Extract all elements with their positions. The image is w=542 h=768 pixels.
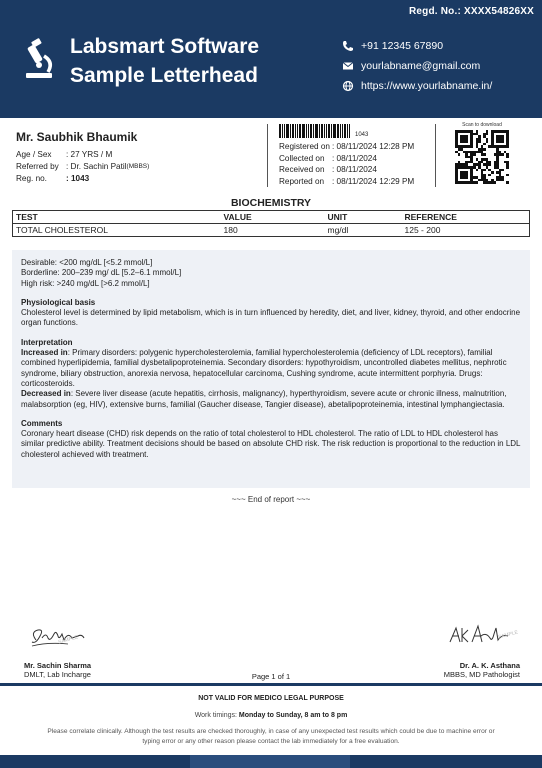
interp-title: Interpretation bbox=[21, 337, 73, 347]
signature-left-icon bbox=[28, 622, 92, 650]
barcode-bar bbox=[308, 124, 309, 138]
patient-reg-row bbox=[16, 172, 149, 184]
barcode-bar bbox=[324, 124, 325, 138]
decreased-label: Decreased in bbox=[21, 389, 71, 399]
header-unit: UNIT bbox=[325, 211, 402, 224]
reg-value: : 1043 bbox=[66, 173, 90, 183]
results-table bbox=[12, 210, 530, 237]
qr-caption: Scan to download bbox=[462, 122, 502, 128]
date-label: Reported on bbox=[279, 176, 325, 186]
end-of-report: ~~~ End of report ~~~ bbox=[231, 495, 311, 504]
date-label: Collected on bbox=[279, 153, 325, 163]
left-signatory-name: Mr. Sachin Sharma bbox=[24, 661, 92, 670]
age-label: Age / Sex bbox=[16, 149, 52, 159]
barcode-bar bbox=[331, 124, 332, 138]
contact-website bbox=[342, 76, 492, 96]
date-row bbox=[279, 164, 414, 176]
barcode-bar bbox=[333, 124, 336, 138]
contact-website-text[interactable]: https://www.yourlabname.in/ bbox=[361, 80, 493, 92]
decreased-text: : Severe liver disease (acute hepatitis, cirrhosis, malignancy), hyperthyroidism, severe acute or chronic illness, malnutrition, malabsorption (eg, HIV), extensive burns, familial (Gaucher disease, Tangier disease), abetalipoproteinemia, intestinal lymphangiectasia. bbox=[21, 389, 507, 409]
cell-value: 180 bbox=[221, 224, 325, 237]
results-header-row bbox=[13, 211, 530, 224]
qr-block bbox=[452, 122, 512, 184]
date-label: Received on bbox=[279, 165, 325, 175]
barcode-bar bbox=[310, 124, 312, 138]
age-value: : 27 YRS / M bbox=[66, 149, 113, 159]
header-reference: REFERENCE bbox=[402, 211, 530, 224]
barcode-bar bbox=[295, 124, 296, 138]
physio-text: Cholesterol level is determined by lipid metabolism, which is in turn influenced by heredity, diet, and liver, kidney, thyroid, and other endocrine organ functions. bbox=[21, 308, 521, 328]
right-signatory-role: MBBS, MD Pathologist bbox=[443, 670, 520, 679]
barcode-bar bbox=[290, 124, 291, 138]
qr-code-icon[interactable] bbox=[455, 130, 509, 184]
sample-stamp-right: SAMPLE bbox=[497, 629, 519, 641]
interpretation-notes bbox=[12, 250, 530, 488]
disclaimer: Please correlate clinically. Although the test results are checked thoroughly, in case of any unexpected test results which could be due to machine error or typing error or any other reason please contact the lab immediately for a free evaluation. bbox=[47, 728, 495, 745]
work-timings bbox=[0, 712, 542, 719]
brand-line-1: Labsmart Software bbox=[70, 35, 260, 58]
header-test: TEST bbox=[13, 211, 221, 224]
barcode-block bbox=[279, 124, 369, 138]
barcode-bar bbox=[315, 124, 318, 138]
cell-reference: 125 - 200 bbox=[402, 224, 530, 237]
barcode-number: 1043 bbox=[355, 132, 369, 138]
bottom-strip-accent bbox=[190, 755, 350, 768]
barcode-bar bbox=[313, 124, 314, 138]
range-high: High risk: >240 mg/dL [>6.2 mmol/L] bbox=[21, 278, 150, 288]
barcode-bar bbox=[282, 124, 283, 138]
contact-phone-text[interactable]: +91 12345 67890 bbox=[361, 40, 444, 52]
patient-info bbox=[16, 130, 149, 184]
barcode-bar bbox=[347, 124, 348, 138]
cell-test: TOTAL CHOLESTEROL bbox=[13, 224, 221, 237]
timings-value: Monday to Sunday, 8 am to 8 pm bbox=[238, 712, 348, 719]
barcode-bar bbox=[342, 124, 343, 138]
barcode-bar bbox=[328, 124, 330, 138]
left-signatory-role: DMLT, Lab Incharge bbox=[24, 670, 91, 679]
section-title: BIOCHEMISTRY bbox=[230, 197, 312, 209]
registration-number: Regd. No.: XXXX54826XX bbox=[408, 6, 534, 17]
date-value: : 08/11/2024 bbox=[332, 165, 377, 175]
mail-icon bbox=[342, 60, 354, 72]
phone-icon bbox=[342, 40, 354, 52]
barcode-bar bbox=[344, 124, 346, 138]
barcode-bar bbox=[279, 124, 281, 138]
contact-phone bbox=[342, 36, 492, 56]
divider-right bbox=[435, 124, 436, 187]
brand-line-2: Sample Letterhead bbox=[70, 64, 258, 87]
report-dates bbox=[279, 141, 414, 187]
date-row bbox=[279, 141, 414, 153]
physio-title: Physiological basis bbox=[21, 297, 96, 307]
barcode-bar bbox=[302, 124, 305, 138]
divider-left bbox=[267, 124, 268, 187]
barcode-bar bbox=[337, 124, 339, 138]
date-row bbox=[279, 176, 414, 188]
barcode-bar bbox=[349, 124, 350, 138]
patient-referred-row bbox=[16, 160, 149, 172]
barcode-bar bbox=[326, 124, 327, 138]
table-row bbox=[13, 224, 530, 237]
barcode-icon bbox=[279, 124, 369, 138]
barcode-bar bbox=[306, 124, 307, 138]
barcode-bar bbox=[292, 124, 294, 138]
comments-text: Coronary heart disease (CHD) risk depends on the ratio of total cholesterol to HDL cholesterol. The ratio of LDL to HDL cholesterol has similar predictive ability. Treatment decisions should be based on absolute CHD risk. The risk reduction is proportional to the reduction in LDL cholesterol achieved with treatment. bbox=[21, 429, 521, 459]
microscope-logo-icon bbox=[22, 38, 56, 80]
contact-email-text[interactable]: yourlabname@gmail.com bbox=[361, 60, 481, 72]
qr-module bbox=[506, 181, 509, 184]
date-value: : 08/11/2024 12:28 PM bbox=[332, 142, 415, 152]
globe-icon bbox=[342, 80, 354, 92]
sample-stamp-left: SAMPLE bbox=[57, 634, 79, 646]
right-signatory-name: Dr. A. K. Asthana bbox=[459, 661, 520, 670]
reg-label: Reg. no. bbox=[16, 173, 47, 183]
brand-title bbox=[70, 32, 259, 90]
patient-age-row bbox=[16, 148, 149, 160]
cell-unit: mg/dl bbox=[325, 224, 402, 237]
decreased-paragraph bbox=[21, 389, 521, 410]
referred-label: Referred by bbox=[16, 161, 59, 171]
barcode-bar bbox=[299, 124, 301, 138]
contact-email bbox=[342, 56, 492, 76]
header-value: VALUE bbox=[221, 211, 325, 224]
page-number: Page 1 of 1 bbox=[251, 672, 291, 681]
increased-text: : Primary disorders: polygenic hypercholesterolemia, familial hypercholesterolemia (deficiency of LDL receptors), familial combined hyperlipidemia, familial dysbetalipoproteinemia. Secondary disorders: hypothyroidism, uncontrolled diabetes mellitus, nephrotic syndrome, biliary obstruction, anorexia nervosa, hepatocellular carcinoma, Cushing syndrome, acute intermittent porphyria. Drugs: corticosteroids. bbox=[21, 348, 507, 388]
increased-paragraph bbox=[21, 348, 521, 389]
footer-divider bbox=[0, 683, 542, 686]
date-value: : 08/11/2024 12:29 PM bbox=[332, 176, 415, 186]
timings-label: Work timings: bbox=[194, 712, 239, 719]
contact-list bbox=[342, 36, 492, 96]
not-valid-notice: NOT VALID FOR MEDICO LEGAL PURPOSE bbox=[198, 695, 344, 702]
comments-title: Comments bbox=[21, 418, 63, 428]
date-row bbox=[279, 153, 414, 165]
range-borderline: Borderline: 200–239 mg/ dL [5.2–6.1 mmol/L] bbox=[21, 268, 182, 278]
barcode-bar bbox=[340, 124, 341, 138]
barcode-bar bbox=[321, 124, 323, 138]
bottom-strip bbox=[0, 755, 542, 768]
barcode-bar bbox=[286, 124, 289, 138]
patient-name: Mr. Saubhik Bhaumik bbox=[16, 130, 138, 144]
range-desirable: Desirable: <200 mg/dL [<5.2 mmol/L] bbox=[21, 258, 153, 267]
barcode-bar bbox=[319, 124, 320, 138]
referred-value: : Dr. Sachin Patil bbox=[66, 161, 127, 171]
increased-label: Increased in bbox=[21, 348, 68, 358]
barcode-bar bbox=[297, 124, 298, 138]
date-label: Registered on bbox=[279, 142, 330, 152]
referred-qualification: (MBBS) bbox=[126, 162, 150, 170]
letterhead-header bbox=[0, 0, 542, 118]
date-value: : 08/11/2024 bbox=[332, 153, 377, 163]
barcode-bar bbox=[284, 124, 285, 138]
